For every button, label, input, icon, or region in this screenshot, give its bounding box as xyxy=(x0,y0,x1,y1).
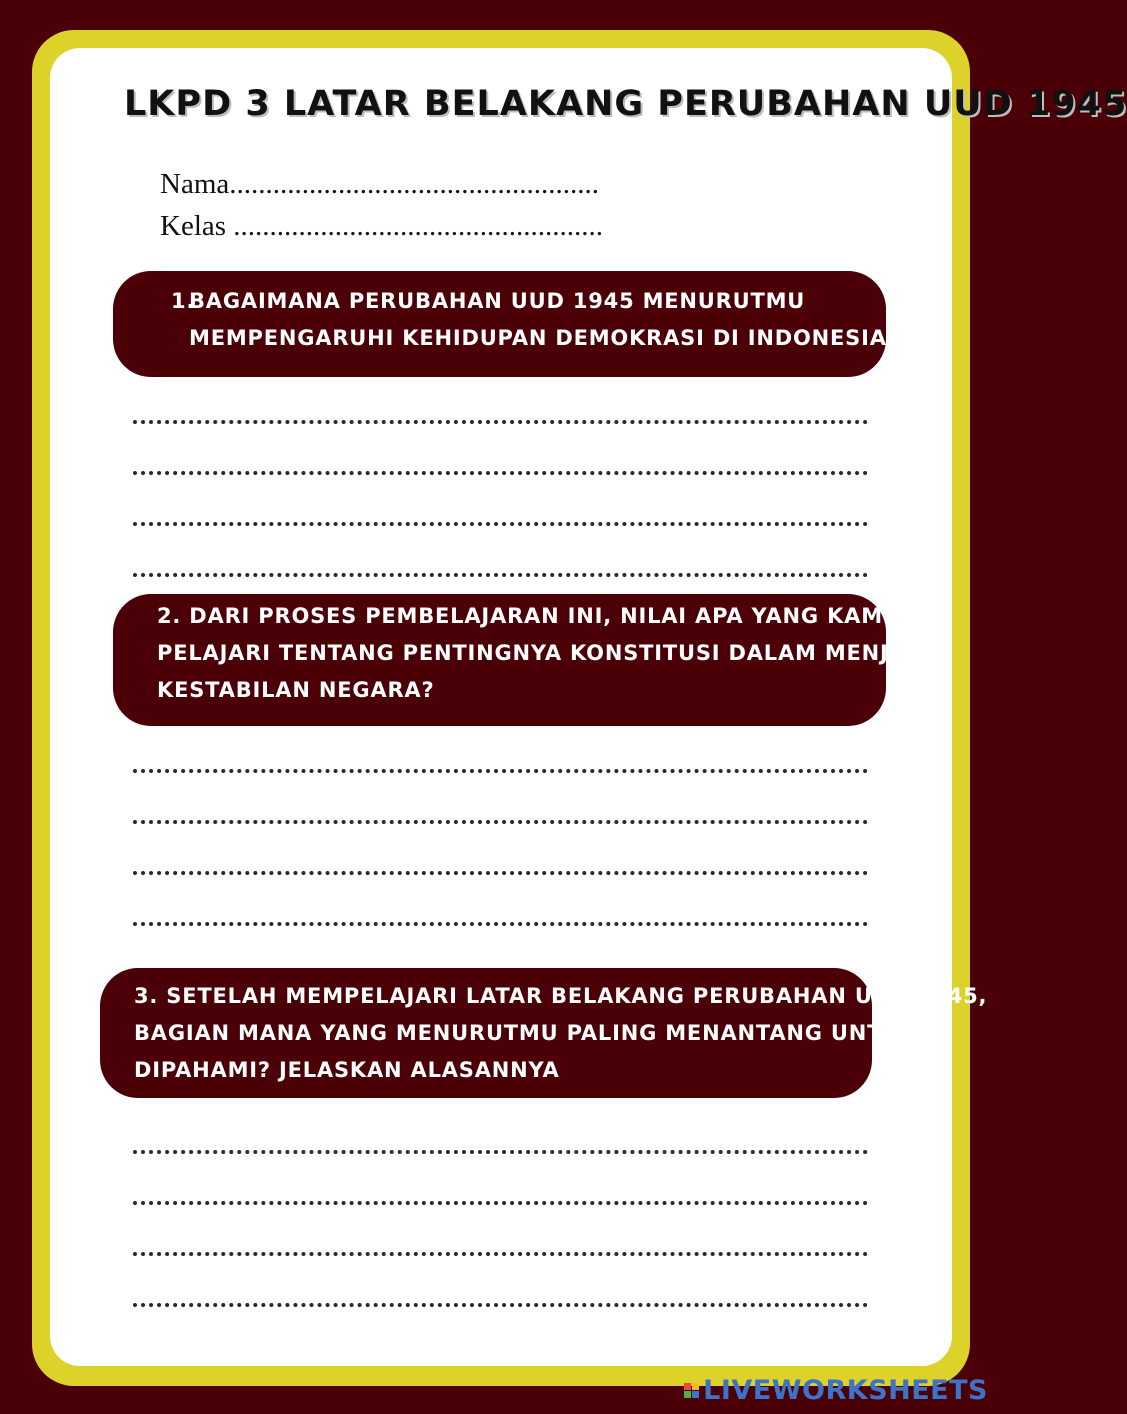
question-3-line-1: 3. SETELAH MEMPELAJARI LATAR BELAKANG PERUBAHAN UUD 1945, xyxy=(134,984,988,1008)
question-3-box xyxy=(100,968,988,1098)
answer-1-line-3[interactable] xyxy=(133,522,868,526)
question-2-line-3: KESTABILAN NEGARA? xyxy=(157,678,435,702)
answer-2-line-4[interactable] xyxy=(133,922,868,926)
question-3-line-2: BAGIAN MANA YANG MENURUTMU PALING MENANTANG UNTUK xyxy=(134,1021,918,1045)
answer-2-line-3[interactable] xyxy=(133,871,868,875)
liveworksheets-watermark xyxy=(684,1375,988,1406)
name-field[interactable]: Nama................................................... xyxy=(160,168,599,200)
question-2-box xyxy=(113,594,941,726)
question-1-line-2: MEMPENGARUHI KEHIDUPAN DEMOKRASI DI INDONESIA? xyxy=(189,326,900,350)
answer-1-line-4[interactable] xyxy=(133,573,868,577)
answer-3-line-4[interactable] xyxy=(133,1303,868,1307)
question-2-line-1: 2. DARI PROSES PEMBELAJARAN INI, NILAI APA YANG KAMU xyxy=(157,604,901,628)
question-2-line-2: PELAJARI TENTANG PENTINGNYA KONSTITUSI DALAM MENJAGA xyxy=(157,641,941,665)
liveworksheets-logo-icon xyxy=(684,1383,699,1398)
worksheet-title: LKPD 3 LATAR BELAKANG PERUBAHAN UUD 1945 xyxy=(124,84,1127,124)
answer-2-line-2[interactable] xyxy=(133,820,868,824)
answer-3-line-1[interactable] xyxy=(133,1150,868,1154)
question-1-number: 1. xyxy=(171,289,196,313)
watermark-text: LIVEWORKSHEETS xyxy=(703,1375,988,1406)
question-3-line-3: DIPAHAMI? JELASKAN ALASANNYA xyxy=(134,1058,560,1082)
answer-1-line-2[interactable] xyxy=(133,471,868,475)
answer-3-line-3[interactable] xyxy=(133,1252,868,1256)
answer-2-line-1[interactable] xyxy=(133,769,868,773)
class-field[interactable]: Kelas ................................................... xyxy=(160,210,604,242)
answer-3-line-2[interactable] xyxy=(133,1201,868,1205)
question-1-line-1: BAGAIMANA PERUBAHAN UUD 1945 MENURUTMU xyxy=(189,289,806,313)
answer-1-line-1[interactable] xyxy=(133,420,868,424)
question-1-box xyxy=(113,271,900,377)
